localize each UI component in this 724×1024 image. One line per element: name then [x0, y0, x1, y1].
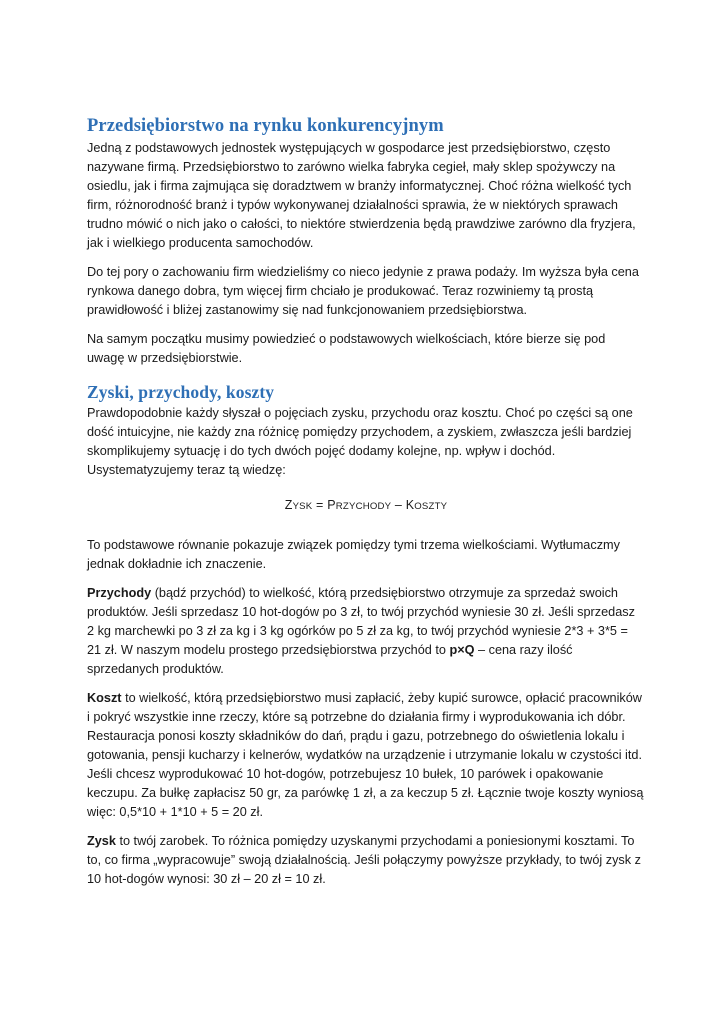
- przychody-text-a: (bądź przychód) to wielkość, którą przedsiębiorstwo otrzymuje za sprzedaż swoich produktów. Jeśli sprzedasz 10 hot-dogów po 3 zł, to twój przychód wyniesie 30 zł. Jeśli sprzedasz 2 kg marchewki po 3 zł za kg i 3 kg ogórków po 5 zł za kg, to twój przychód wyniesie 2*3 + 3*5 = 21 zł. W naszym modelu prostego przedsiębiorstwa przychód to: [87, 586, 635, 657]
- formula-przychody-rest: RZYCHODY: [335, 501, 392, 512]
- koszt-term: Koszt: [87, 691, 122, 705]
- section-heading: Zyski, przychody, koszty: [87, 382, 275, 402]
- intro-paragraph-2: Do tej pory o zachowaniu firm wiedzieliśmy co nieco jedynie z prawa podaży. Im wyższa była cena rynkowa danego dobra, tym więcej firm chciało je produkować. Teraz rozwiniemy tą prostą prawidłowość i bliżej zastanowimy się nad funkcjonowaniem przedsiębiorstwa.: [87, 265, 639, 317]
- koszt-paragraph: [87, 689, 645, 822]
- section-paragraph-1: Prawdopodobnie każdy słyszał o pojęciach zysku, przychodu oraz kosztu. Choć po części są one dość intuicyjne, nie każdy zna różnicę pomiędzy przychodem, a zyskiem, zwłaszcza jeśli bardziej skomplikujemy sytuację i do tych dwóch pojęć dodamy kolejne, np. wpływ i dochód. Usystematyzujemy teraz tą wiedzę:: [87, 406, 633, 477]
- document-page: [87, 113, 645, 899]
- formula-zysk-rest: YSK: [292, 501, 313, 512]
- formula-koszty-rest: OSZTY: [414, 501, 448, 512]
- zysk-term: Zysk: [87, 834, 116, 848]
- zysk-text: to twój zarobek. To różnica pomiędzy uzyskanymi przychodami a poniesionymi kosztami. To to, co firma „wypracowuje” swoją działalnością. Jeśli połączymy powyższe przykłady, to twój zysk z 10 hot-dogów wynosi: 30 zł – 20 zł = 10 zł.: [87, 834, 641, 886]
- formula-equals: =: [312, 498, 328, 512]
- formula-minus: –: [391, 498, 406, 512]
- intro-paragraph-3: Na samym początku musimy powiedzieć o podstawowych wielkościach, które bierze się pod uwagę w przedsiębiorstwie.: [87, 332, 606, 365]
- przychody-formula: p×Q: [449, 643, 475, 657]
- formula-zysk-initial: Z: [284, 498, 293, 512]
- przychody-term: Przychody: [87, 586, 152, 600]
- przychody-paragraph: [87, 584, 645, 679]
- section-paragraph-2: To podstawowe równanie pokazuje związek pomiędzy tymi trzema wielkościami. Wytłumaczmy jednak dokładnie ich znaczenie.: [87, 538, 620, 571]
- intro-paragraph-1: Jedną z podstawowych jednostek występujących w gospodarce jest przedsiębiorstwo, często nazywane firmą. Przedsiębiorstwo to zarówno wielka fabryka cegieł, mały sklep spożywczy na osiedlu, jak i firma zajmująca się doradztwem w branży informatycznej. Choć różna wielkość tych firm, różnorodność branż i typów wykonywanej działalności sprawia, że w niektórych sprawach trudno mówić o nich jako o całości, to niektóre stwierdzenia będą prawdziwe zarówno dla fryzjera, jak i wielkiego producenta samochodów.: [87, 141, 636, 250]
- zysk-paragraph: [87, 832, 645, 889]
- document-title: Przedsiębiorstwo na rynku konkurencyjnym: [87, 116, 444, 136]
- profit-formula: [87, 496, 645, 516]
- formula-koszty-initial: K: [405, 498, 415, 512]
- przychody-text-b: – cena razy ilość sprzedanych produktów.: [87, 643, 573, 676]
- formula-przychody-initial: P: [327, 498, 336, 512]
- koszt-text: to wielkość, którą przedsiębiorstwo musi zapłacić, żeby kupić surowce, opłacić pracowników i pokryć wszystkie inne rzeczy, które są potrzebne do działania firmy i wyprodukowania ich dóbr. Restauracja ponosi koszty składników do dań, prądu i gazu, potrzebnego do oświetlenia lokalu i gotowania, pensji kucharzy i kelnerów, wydatków na urządzenie i utrzymanie lokalu w czystości itd. Jeśli chcesz wyprodukować 10 hot-dogów, potrzebujesz 10 bułek, 10 parówek i opakowanie keczupu. Za bułkę zapłacisz 50 gr, za parówkę 1 zł, a za keczup 5 zł. Łącznie twoje koszty wyniosą więc: 0,5*10 + 1*10 + 5 = 20 zł.: [87, 691, 644, 819]
